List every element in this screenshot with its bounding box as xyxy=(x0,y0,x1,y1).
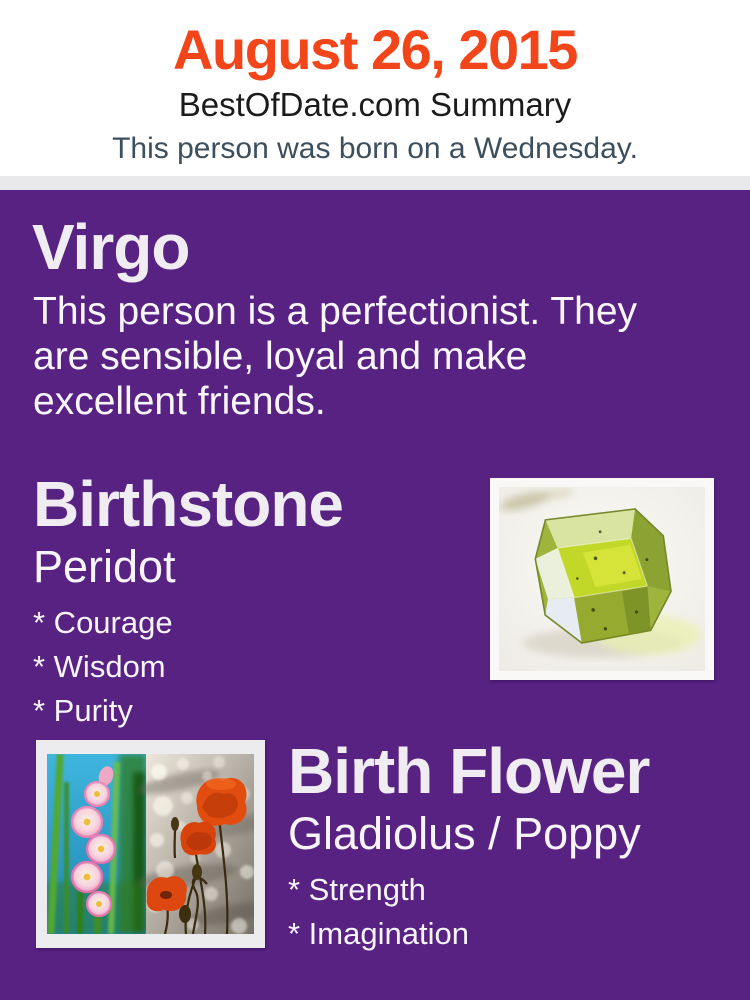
peridot-gem-illustration xyxy=(499,487,705,671)
header xyxy=(0,0,750,176)
poppy-flower-low xyxy=(147,876,187,911)
birthstone-name: Peridot xyxy=(33,540,176,592)
poppy-flower-top xyxy=(196,778,246,826)
birth-flower-name: Gladiolus / Poppy xyxy=(288,807,641,859)
summary-panel xyxy=(0,190,750,1000)
birth-flower-photo xyxy=(36,740,265,948)
divider-band xyxy=(0,176,750,190)
date-heading: August 26, 2015 xyxy=(173,18,577,81)
birth-flower-heading: Birth Flower xyxy=(288,735,650,807)
birthstone-traits xyxy=(33,601,343,733)
birthstone-section xyxy=(33,468,343,733)
poppy-photo xyxy=(136,754,254,934)
birthstone-heading: Birthstone xyxy=(33,468,343,540)
trait-item: * Courage xyxy=(33,605,173,641)
birthday-weekday-text: This person was born on a Wednesday. xyxy=(112,132,638,165)
zodiac-description: This person is a perfectionist. They are sensible, loyal and make excellent friends. xyxy=(33,290,638,423)
site-summary-title: BestOfDate.com Summary xyxy=(178,86,572,123)
trait-item: * Imagination xyxy=(288,916,469,952)
birth-flower-traits xyxy=(288,868,649,956)
trait-item: * Wisdom xyxy=(33,649,166,685)
zodiac-name-heading: Virgo xyxy=(32,211,190,283)
trait-item: * Strength xyxy=(288,872,426,908)
gladiolus-photo xyxy=(47,754,146,934)
trait-item: * Purity xyxy=(33,693,133,729)
gladiolus-poppy-illustration xyxy=(47,754,254,934)
birth-flower-section xyxy=(288,735,650,956)
poppy-flower-mid xyxy=(180,822,215,855)
birthstone-photo xyxy=(490,478,714,680)
